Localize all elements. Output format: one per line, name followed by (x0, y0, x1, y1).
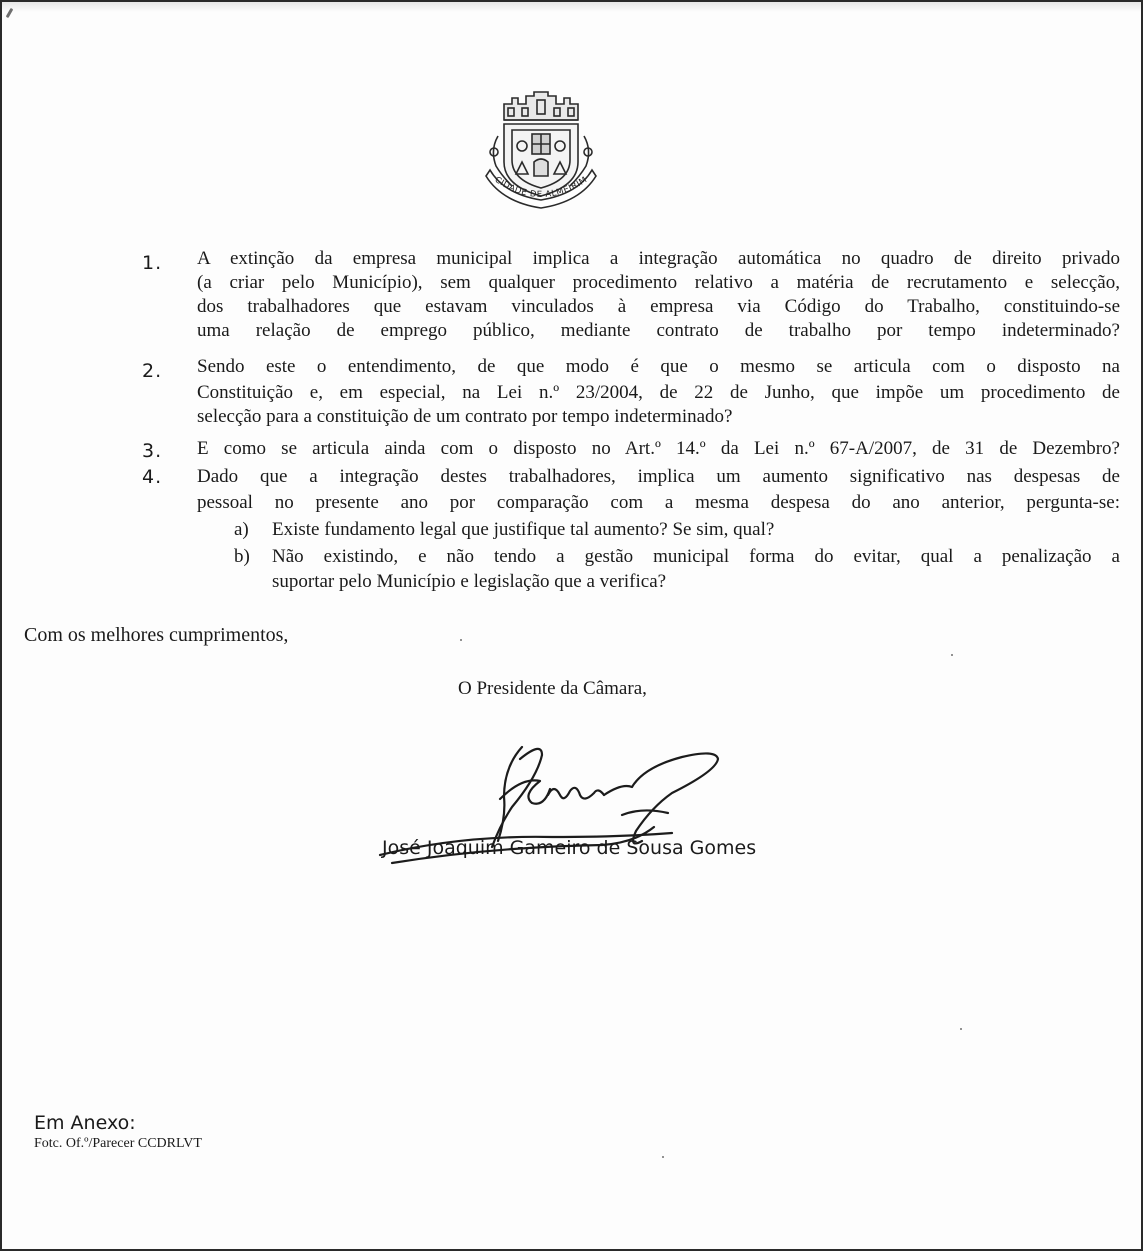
signatory-role: O Presidente da Câmara, (458, 678, 647, 699)
scan-shadow (2, 2, 1141, 12)
scan-speck (960, 1028, 962, 1030)
annex-item: Fotc. Of.º/Parecer CCDRLVT (34, 1136, 202, 1151)
item-line: Sendo este o entendimento, de que modo é que o mesmo se articula com o disposto na (197, 356, 1120, 377)
item-line: dos trabalhadores que estavam vinculados à empresa via Código do Trabalho, constituindo-se (197, 296, 1120, 317)
item-line: (a criar pelo Município), sem qualquer procedimento relativo a matéria de recrutamento e selecção, (197, 272, 1120, 293)
sub-item-label: a) (234, 519, 249, 540)
item-number: 1. (142, 252, 163, 274)
item-number: 4. (142, 466, 163, 488)
closing-salutation: Com os melhores cumprimentos, (24, 624, 289, 646)
sub-item-line: Existe fundamento legal que justifique tal aumento? Se sim, qual? (272, 519, 775, 540)
scan-speck (460, 639, 462, 641)
seal-ribbon-text: CIDADE DE ALMEIRIM (492, 174, 590, 201)
item-line: uma relação de emprego público, mediante contrato de trabalho por tempo indeterminado? (197, 320, 1120, 341)
sub-item-label: b) (234, 546, 250, 567)
scan-speck (951, 654, 953, 656)
item-number: 2. (142, 360, 163, 382)
item-line: pessoal no presente ano por comparação com a mesma despesa do ano anterior, pergunta-se: (197, 492, 1120, 513)
item-line: selecção para a constituição de um contrato por tempo indeterminado? (197, 406, 733, 427)
item-line: Constituição e, em especial, na Lei n.º 23/2004, de 22 de Junho, que impõe um procedimento de (197, 382, 1120, 403)
signatory-name: José Joaquim Gameiro de Sousa Gomes (382, 837, 757, 859)
coat-of-arms-icon (482, 90, 600, 218)
sub-item-line: Não existindo, e não tendo a gestão municipal forma do evitar, qual a penalização a (272, 546, 1120, 567)
item-number: 3. (142, 440, 163, 462)
item-line: A extinção da empresa municipal implica a integração automática no quadro de direito privado (197, 248, 1120, 269)
item-line: E como se articula ainda com o disposto no Art.º 14.º da Lei n.º 67-A/2007, de 31 de Dezembro? (197, 438, 1120, 459)
item-line: Dado que a integração destes trabalhadores, implica um aumento significativo nas despesas de (197, 466, 1120, 487)
handwritten-signature (372, 737, 732, 887)
scan-speck (662, 1156, 664, 1158)
sub-item-line: suportar pelo Município e legislação que a verifica? (272, 571, 667, 592)
annex-label: Em Anexo: (34, 1112, 136, 1134)
municipal-seal (482, 90, 600, 218)
